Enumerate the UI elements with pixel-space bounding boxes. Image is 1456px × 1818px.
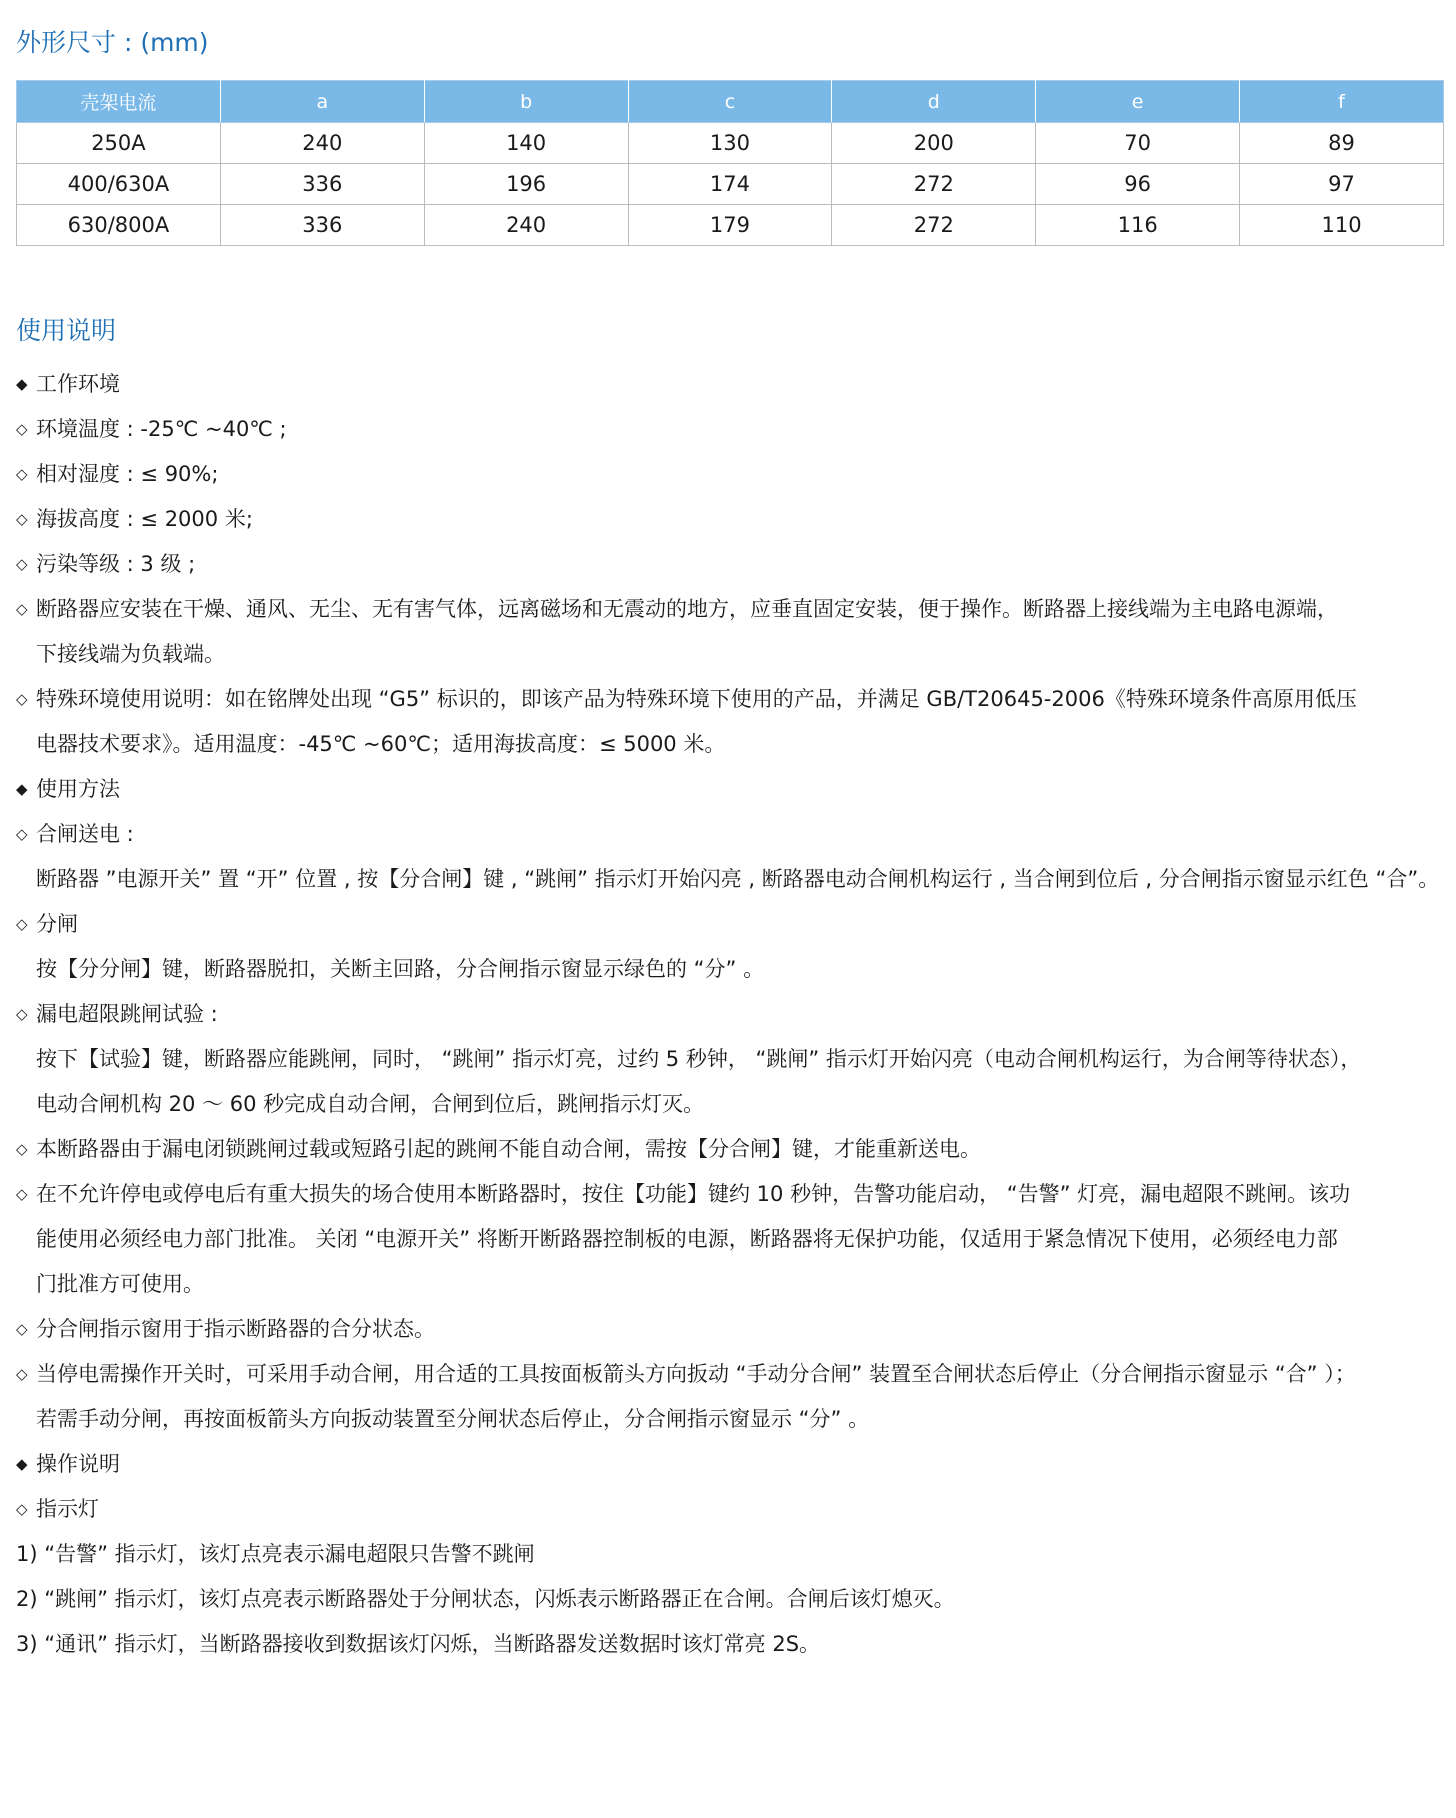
usage-line-text: 污染等级 : 3 级 ; — [36, 552, 196, 576]
header-frame-current: 壳架电流 — [17, 81, 221, 123]
table-cell: 110 — [1240, 205, 1444, 246]
hollow-diamond-bullet-icon: ◇ — [16, 1005, 28, 1023]
usage-line — [16, 1262, 1444, 1307]
usage-line-text: 环境温度 : -25℃ ~40℃ ; — [36, 417, 287, 441]
header-a: a — [220, 81, 424, 123]
usage-line-text: 电动合闸机构 20 ～ 60 秒完成自动合闸，合闸到位后，跳闸指示灯灭。 — [36, 1092, 705, 1116]
usage-line-text: 本断路器由于漏电闭锁跳闸过载或短路引起的跳闸不能自动合闸，需按【分合闸】键，才能重新送电。 — [36, 1137, 981, 1161]
usage-line-text: 当停电需操作开关时，可采用手动合闸，用合适的工具按面板箭头方向扳动 “手动分合闸” 装置至合闸状态后停止（分合闸指示窗显示 “合” ）； — [36, 1362, 1356, 1386]
usage-line — [16, 1352, 1444, 1397]
usage-line — [16, 1217, 1444, 1262]
usage-line-text: 特殊环境使用说明：如在铭牌处出现 “G5” 标识的，即该产品为特殊环境下使用的产品，并满足 GB/T20645-2006《特殊环境条件高原用低压 — [36, 687, 1357, 711]
table-row — [17, 205, 1444, 246]
header-c: c — [628, 81, 832, 123]
table-cell: 630/800A — [17, 205, 221, 246]
usage-line-text: 电器技术要求》。适用温度：-45℃ ~60℃；适用海拔高度：≤ 5000 米。 — [36, 732, 726, 756]
usage-line — [16, 1397, 1444, 1442]
solid-diamond-bullet-icon: ◆ — [16, 780, 28, 798]
usage-line — [16, 1307, 1444, 1352]
usage-line-text: 断路器 ”电源开关” 置 “开” 位置 , 按【分合闸】键 , “跳闸” 指示灯开始闪亮 , 断路器电动合闸机构运行 , 当合闸到位后 , 分合闸指示窗显示红色 “合”。 — [36, 867, 1440, 891]
table-cell: 97 — [1240, 164, 1444, 205]
solid-diamond-bullet-icon: ◆ — [16, 375, 28, 393]
usage-line-text: 2) “跳闸” 指示灯，该灯点亮表示断路器处于分闸状态，闪烁表示断路器正在合闸。合闸后该灯熄灭。 — [16, 1587, 955, 1611]
usage-line-text: 按下【试验】键，断路器应能跳闸，同时， “跳闸” 指示灯亮，过约 5 秒钟， “跳闸” 指示灯开始闪亮（电动合闸机构运行，为合闸等待状态）， — [36, 1047, 1362, 1071]
hollow-diamond-bullet-icon: ◇ — [16, 510, 28, 528]
hollow-diamond-bullet-icon: ◇ — [16, 1185, 28, 1203]
usage-line-text: 若需手动分闸，再按面板箭头方向扳动装置至分闸状态后停止，分合闸指示窗显示 “分” 。 — [36, 1407, 870, 1431]
usage-line — [16, 497, 1444, 542]
usage-title: 使用说明 — [16, 316, 117, 345]
usage-line — [16, 902, 1444, 947]
usage-list — [16, 362, 1444, 1667]
dimensions-title: 外形尺寸 : (mm) — [16, 28, 209, 57]
usage-line — [16, 767, 1444, 812]
table-cell: 116 — [1036, 205, 1240, 246]
usage-line-text: 漏电超限跳闸试验 : — [36, 1002, 218, 1026]
hollow-diamond-bullet-icon: ◇ — [16, 555, 28, 573]
table-cell: 196 — [424, 164, 628, 205]
solid-diamond-bullet-icon: ◆ — [16, 1455, 28, 1473]
dimensions-table — [16, 80, 1444, 246]
usage-line — [16, 812, 1444, 857]
table-cell: 130 — [628, 123, 832, 164]
usage-line-text: 指示灯 — [36, 1497, 99, 1521]
hollow-diamond-bullet-icon: ◇ — [16, 915, 28, 933]
usage-line-text: 按【分分闸】键，断路器脱扣，关断主回路，分合闸指示窗显示绿色的 “分” 。 — [36, 957, 765, 981]
hollow-diamond-bullet-icon: ◇ — [16, 825, 28, 843]
usage-line-text: 分闸 — [36, 912, 78, 936]
usage-line — [16, 947, 1444, 992]
usage-line-text: 断路器应安装在干燥、通风、无尘、无有害气体，远离磁场和无震动的地方，应垂直固定安装，便于操作。断路器上接线端为主电路电源端， — [36, 597, 1338, 621]
usage-line — [16, 992, 1444, 1037]
hollow-diamond-bullet-icon: ◇ — [16, 1365, 28, 1383]
hollow-diamond-bullet-icon: ◇ — [16, 1140, 28, 1158]
table-cell: 336 — [220, 164, 424, 205]
usage-line — [16, 1172, 1444, 1217]
table-cell: 179 — [628, 205, 832, 246]
hollow-diamond-bullet-icon: ◇ — [16, 465, 28, 483]
usage-line-text: 工作环境 — [36, 372, 120, 396]
usage-line-text: 分合闸指示窗用于指示断路器的合分状态。 — [36, 1317, 435, 1341]
usage-line-text: 合闸送电 : — [36, 822, 134, 846]
usage-line-text: 海拔高度 : ≤ 2000 米; — [36, 507, 253, 531]
usage-line — [16, 1622, 1444, 1667]
usage-line — [16, 1082, 1444, 1127]
table-cell: 400/630A — [17, 164, 221, 205]
usage-line — [16, 722, 1444, 767]
table-cell: 96 — [1036, 164, 1240, 205]
table-cell: 89 — [1240, 123, 1444, 164]
usage-line — [16, 1577, 1444, 1622]
usage-line-text: 1) “告警” 指示灯，该灯点亮表示漏电超限只告警不跳闸 — [16, 1542, 535, 1566]
usage-line — [16, 1127, 1444, 1172]
usage-line — [16, 857, 1444, 902]
table-cell: 240 — [220, 123, 424, 164]
usage-line-text: 下接线端为负载端。 — [36, 642, 225, 666]
usage-line-text: 操作说明 — [36, 1452, 120, 1476]
usage-line-text: 3) “通讯” 指示灯，当断路器接收到数据该灯闪烁，当断路器发送数据时该灯常亮 2S。 — [16, 1632, 821, 1656]
hollow-diamond-bullet-icon: ◇ — [16, 690, 28, 708]
hollow-diamond-bullet-icon: ◇ — [16, 600, 28, 618]
header-d: d — [832, 81, 1036, 123]
usage-line — [16, 1442, 1444, 1487]
hollow-diamond-bullet-icon: ◇ — [16, 1500, 28, 1518]
usage-line — [16, 452, 1444, 497]
table-cell: 200 — [832, 123, 1036, 164]
usage-line — [16, 407, 1444, 452]
header-b: b — [424, 81, 628, 123]
usage-line-text: 在不允许停电或停电后有重大损失的场合使用本断路器时，按住【功能】键约 10 秒钟，告警功能启动， “告警” 灯亮，漏电超限不跳闸。该功 — [36, 1182, 1351, 1206]
table-cell: 250A — [17, 123, 221, 164]
hollow-diamond-bullet-icon: ◇ — [16, 420, 28, 438]
usage-line — [16, 587, 1444, 632]
table-cell: 272 — [832, 205, 1036, 246]
table-cell: 174 — [628, 164, 832, 205]
table-cell: 140 — [424, 123, 628, 164]
table-header-row — [17, 81, 1444, 123]
usage-line — [16, 542, 1444, 587]
usage-line — [16, 362, 1444, 407]
table-cell: 272 — [832, 164, 1036, 205]
usage-line-text: 使用方法 — [36, 777, 120, 801]
header-e: e — [1036, 81, 1240, 123]
usage-line — [16, 1037, 1444, 1082]
table-cell: 240 — [424, 205, 628, 246]
usage-line — [16, 1532, 1444, 1577]
table-cell: 70 — [1036, 123, 1240, 164]
usage-line-text: 能使用必须经电力部门批准。 关闭 “电源开关” 将断开断路器控制板的电源，断路器将无保护功能，仅适用于紧急情况下使用，必须经电力部 — [36, 1227, 1338, 1251]
table-row — [17, 123, 1444, 164]
table-row — [17, 164, 1444, 205]
table-cell: 336 — [220, 205, 424, 246]
usage-line — [16, 677, 1444, 722]
usage-line-text: 相对湿度 : ≤ 90%; — [36, 462, 219, 486]
usage-line — [16, 1487, 1444, 1532]
usage-line-text: 门批准方可使用。 — [36, 1272, 204, 1296]
usage-line — [16, 632, 1444, 677]
hollow-diamond-bullet-icon: ◇ — [16, 1320, 28, 1338]
header-f: f — [1240, 81, 1444, 123]
